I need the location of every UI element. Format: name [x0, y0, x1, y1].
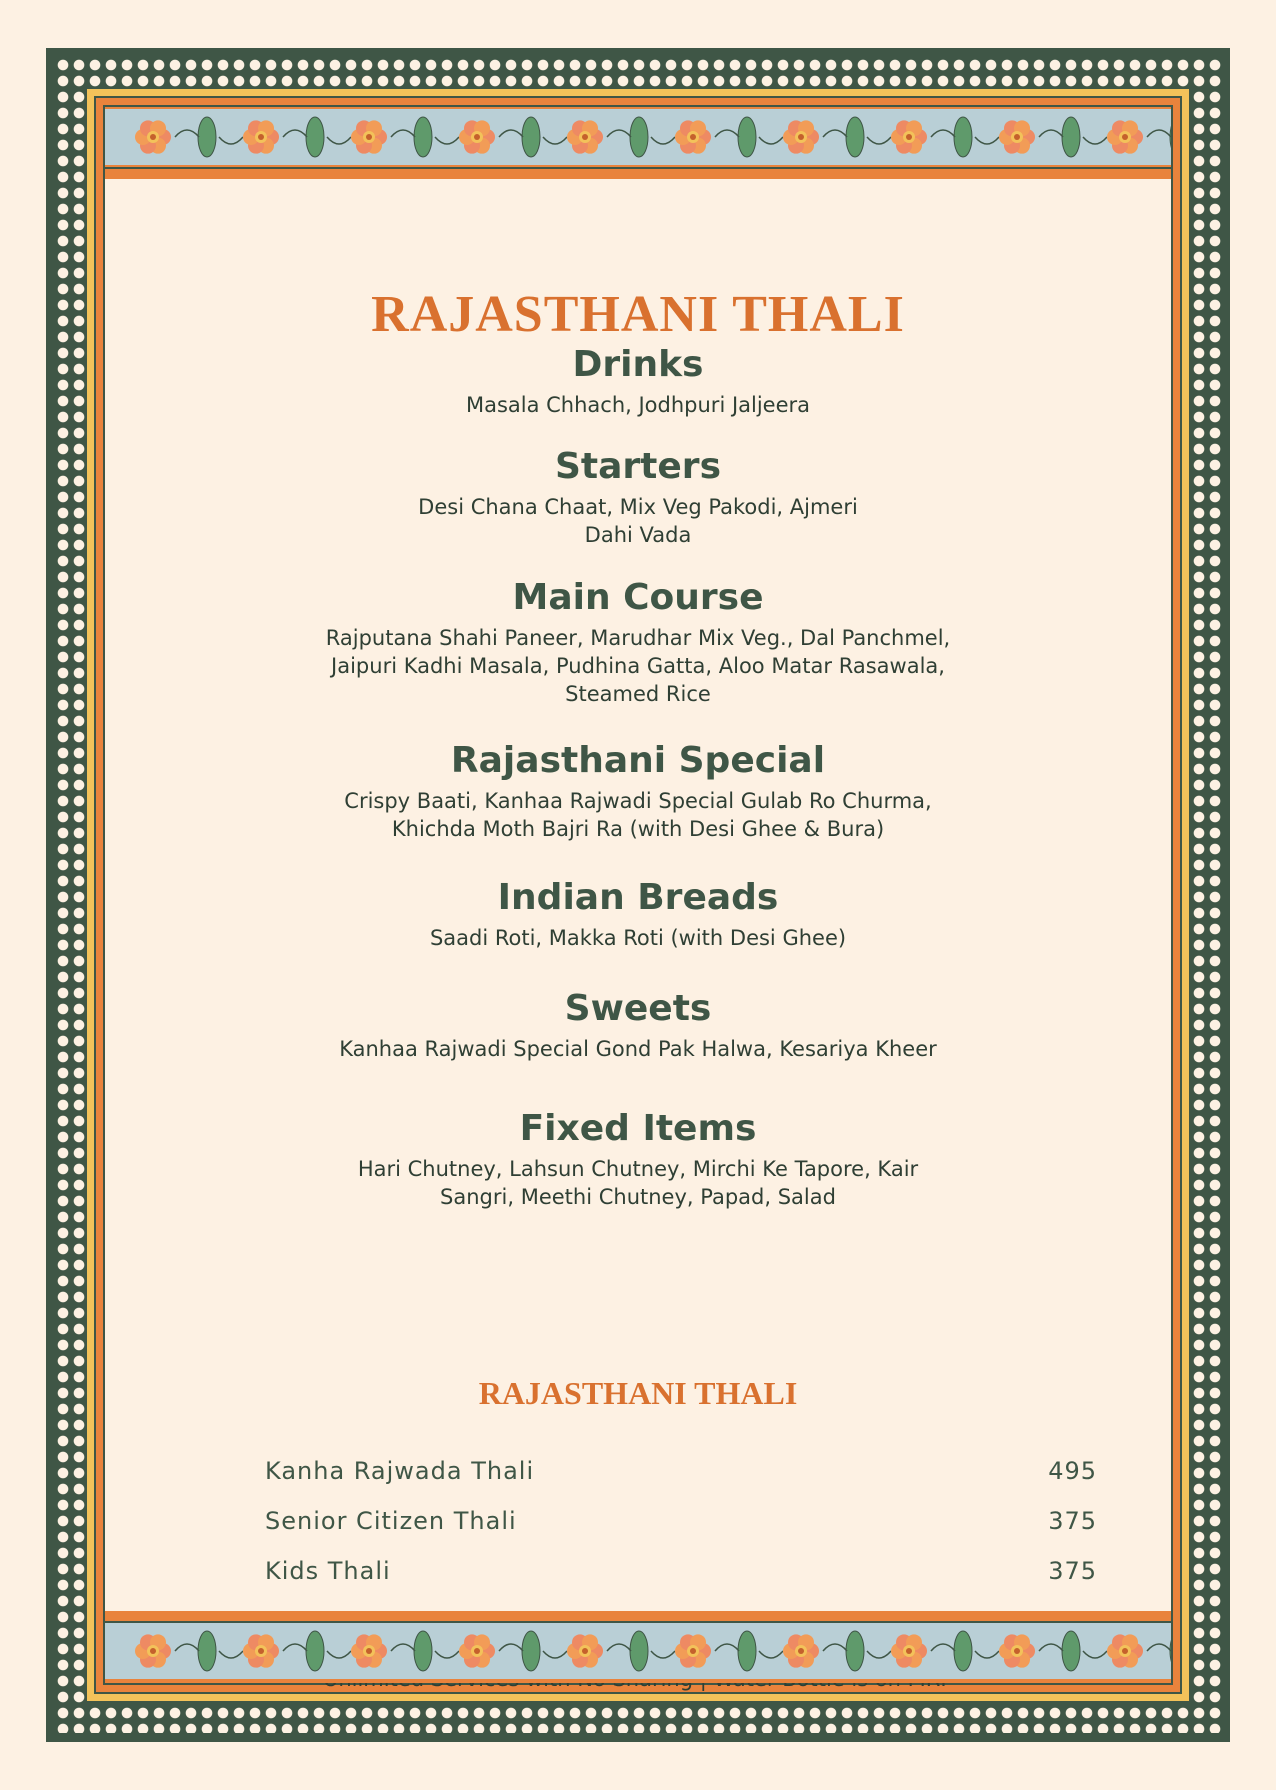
- leaf-icon: [738, 1631, 756, 1671]
- leaf-icon: [954, 117, 972, 157]
- section-fixed-items: [105, 1107, 1171, 1211]
- section-drinks: [105, 343, 1171, 419]
- price-row: [265, 1457, 1097, 1491]
- thali-price: 375: [1048, 1557, 1097, 1585]
- dotted-border: [55, 57, 1221, 1733]
- leaf-icon: [198, 117, 216, 157]
- section-heading: Main Course: [512, 577, 764, 618]
- floral-band-top: [105, 107, 1171, 179]
- menu-title: RAJASTHANI THALI: [371, 286, 905, 343]
- section-heading: Drinks: [572, 344, 704, 385]
- price-row: [265, 1557, 1097, 1591]
- leaf-icon: [198, 1631, 216, 1671]
- menu-border-frame: [46, 48, 1230, 1742]
- leaf-icon: [306, 1631, 324, 1671]
- section-heading: Starters: [555, 446, 721, 487]
- section-heading: Indian Breads: [497, 877, 779, 918]
- leaf-icon: [522, 1631, 540, 1671]
- leaf-icon: [738, 117, 756, 157]
- orange-border-ring: [94, 96, 1182, 1694]
- section-items: Crispy Baati, Kanhaa Rajwadi Special Gulab Ro Churma, Khichda Moth Bajri Ra (with Desi Ghee & Bura): [344, 789, 932, 841]
- leaf-icon: [522, 117, 540, 157]
- section-indian-breads: [105, 876, 1171, 952]
- section-rajasthani-special: [105, 739, 1171, 843]
- section-heading: Rajasthani Special: [450, 740, 826, 781]
- leaf-icon: [1062, 1631, 1080, 1671]
- section-heading: Sweets: [564, 988, 712, 1029]
- section-items: Desi Chana Chaat, Mix Veg Pakodi, Ajmeri Dahi Vada: [418, 495, 858, 547]
- section-items: Hari Chutney, Lahsun Chutney, Mirchi Ke Tapore, Kair Sangri, Meethi Chutney, Papad, Salad: [357, 1157, 919, 1209]
- menu-panel: [103, 105, 1173, 1685]
- floral-pattern-bottom: [105, 1611, 1171, 1683]
- thali-name: Kids Thali: [265, 1557, 391, 1585]
- section-items: Saadi Roti, Makka Roti (with Desi Ghee): [429, 926, 847, 950]
- leaf-icon: [630, 117, 648, 157]
- leaf-icon: [1062, 117, 1080, 157]
- leaf-icon: [414, 117, 432, 157]
- band-divider-line: [105, 1621, 1171, 1623]
- section-sweets: [105, 987, 1171, 1063]
- section-heading: Fixed Items: [519, 1108, 757, 1149]
- thali-price: 375: [1048, 1507, 1097, 1535]
- leaf-icon: [846, 117, 864, 157]
- price-list-title: RAJASTHANI THALI: [478, 1375, 798, 1411]
- yellow-border-ring: [85, 87, 1191, 1703]
- price-row: [265, 1507, 1097, 1541]
- thali-price: 495: [1048, 1457, 1097, 1485]
- section-main-course: [105, 576, 1171, 708]
- section-items: Kanhaa Rajwadi Special Gond Pak Halwa, Kesariya Kheer: [339, 1037, 937, 1061]
- leaf-icon: [414, 1631, 432, 1671]
- floral-band-bottom: [105, 1611, 1171, 1683]
- leaf-icon: [846, 1631, 864, 1671]
- thali-name: Senior Citizen Thali: [265, 1507, 517, 1535]
- floral-pattern-top: [105, 107, 1171, 179]
- thali-name: Kanha Rajwada Thali: [265, 1457, 535, 1485]
- leaf-icon: [306, 117, 324, 157]
- section-items: Masala Chhach, Jodhpuri Jaljeera: [465, 393, 811, 417]
- band-divider-line: [105, 167, 1171, 169]
- section-items: Rajputana Shahi Paneer, Marudhar Mix Veg., Dal Panchmel, Jaipuri Kadhi Masala, Pudhina Gatta, Aloo Matar Rasawala, Steamed Rice: [325, 626, 951, 706]
- leaf-icon: [954, 1631, 972, 1671]
- section-starters: [105, 445, 1171, 549]
- leaf-icon: [630, 1631, 648, 1671]
